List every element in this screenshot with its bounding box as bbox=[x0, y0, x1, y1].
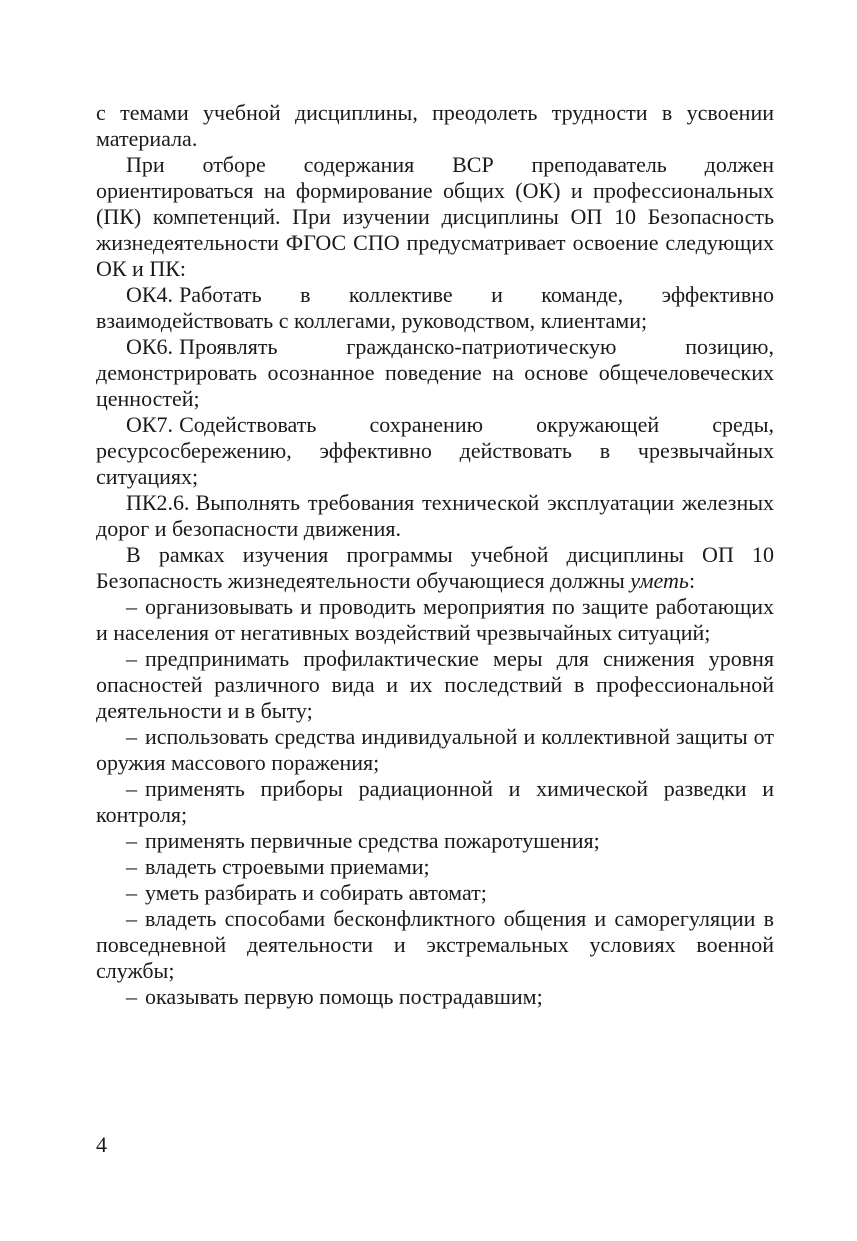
skill-text: владеть строевыми приемами; bbox=[145, 854, 430, 879]
dash-marker: – bbox=[126, 880, 137, 905]
competency-item bbox=[96, 282, 774, 334]
skill-item bbox=[96, 880, 774, 906]
skill-text: использовать средства индивидуальной и коллективной защиты от оружия массового поражения; bbox=[96, 724, 774, 775]
skill-item bbox=[96, 646, 774, 724]
skill-item bbox=[96, 776, 774, 828]
dash-marker: – bbox=[126, 724, 137, 749]
skill-item bbox=[96, 724, 774, 776]
competency-text: Выполнять требования технической эксплуатации железных дорог и безопасности движения. bbox=[96, 490, 774, 541]
dash-marker: – bbox=[126, 854, 137, 879]
page-body bbox=[96, 100, 774, 1010]
skill-text: организовывать и проводить мероприятия по защите работающих и населения от негативных воздействий чрезвычайных ситуаций; bbox=[96, 594, 774, 645]
skill-text: оказывать первую помощь пострадавшим; bbox=[145, 984, 543, 1009]
skill-item bbox=[96, 906, 774, 984]
intro-emphasis: уметь bbox=[630, 568, 689, 593]
paragraph: При отборе содержания ВСР преподаватель должен ориентироваться на формирование общих (ОК) и профессиональных (ПК) компетенций. При изучении дисциплины ОП 10 Безопасность жизнедеятельности ФГОС СПО предусматривает освоение следующих ОК и ПК: bbox=[96, 152, 774, 281]
dash-marker: – bbox=[126, 984, 137, 1009]
page-number: 4 bbox=[96, 1132, 107, 1157]
competency-text: Содействовать сохранению окружающей среды, ресурсосбережению, эффективно действовать в чрезвычайных ситуациях; bbox=[96, 412, 774, 489]
paragraph: с темами учебной дисциплины, преодолеть трудности в усвоении материала. bbox=[96, 100, 774, 151]
competency-text: Работать в коллективе и команде, эффективно взаимодействовать с коллегами, руководством, клиентами; bbox=[96, 282, 774, 333]
dash-marker: – bbox=[126, 828, 137, 853]
skill-text: применять приборы радиационной и химической разведки и контроля; bbox=[96, 776, 774, 827]
competency-item bbox=[96, 412, 774, 490]
skills-intro bbox=[96, 542, 774, 594]
skill-text: владеть способами бесконфликтного общения и саморегуляции в повседневной деятельности и экстремальных условиях военной службы; bbox=[96, 906, 774, 983]
competency-item bbox=[96, 334, 774, 412]
skill-item bbox=[96, 828, 774, 854]
skill-item bbox=[96, 854, 774, 880]
skill-text: применять первичные средства пожаротушения; bbox=[145, 828, 600, 853]
skill-text: предпринимать профилактические меры для снижения уровня опасностей различного вида и их последствий в профессиональной деятельности и в быту; bbox=[96, 646, 774, 723]
dash-marker: – bbox=[126, 646, 137, 671]
intro-text: В рамках изучения программы учебной дисциплины ОП 10 Безопасность жизнедеятельности обучающиеся должны bbox=[96, 542, 774, 593]
dash-marker: – bbox=[126, 594, 137, 619]
competency-code: ПК2.6. bbox=[126, 490, 190, 515]
dash-marker: – bbox=[126, 906, 137, 931]
competency-code: ОК4. bbox=[126, 282, 174, 307]
skill-item bbox=[96, 984, 774, 1010]
competency-code: ОК6. bbox=[126, 334, 174, 359]
dash-marker: – bbox=[126, 776, 137, 801]
competency-item bbox=[96, 490, 774, 542]
skill-item bbox=[96, 594, 774, 646]
skill-text: уметь разбирать и собирать автомат; bbox=[145, 880, 487, 905]
competency-text: Проявлять гражданско-патриотическую позицию, демонстрировать осознанное поведение на основе общечеловеческих ценностей; bbox=[96, 334, 774, 411]
competency-code: ОК7. bbox=[126, 412, 174, 437]
intro-suffix: : bbox=[688, 568, 696, 593]
